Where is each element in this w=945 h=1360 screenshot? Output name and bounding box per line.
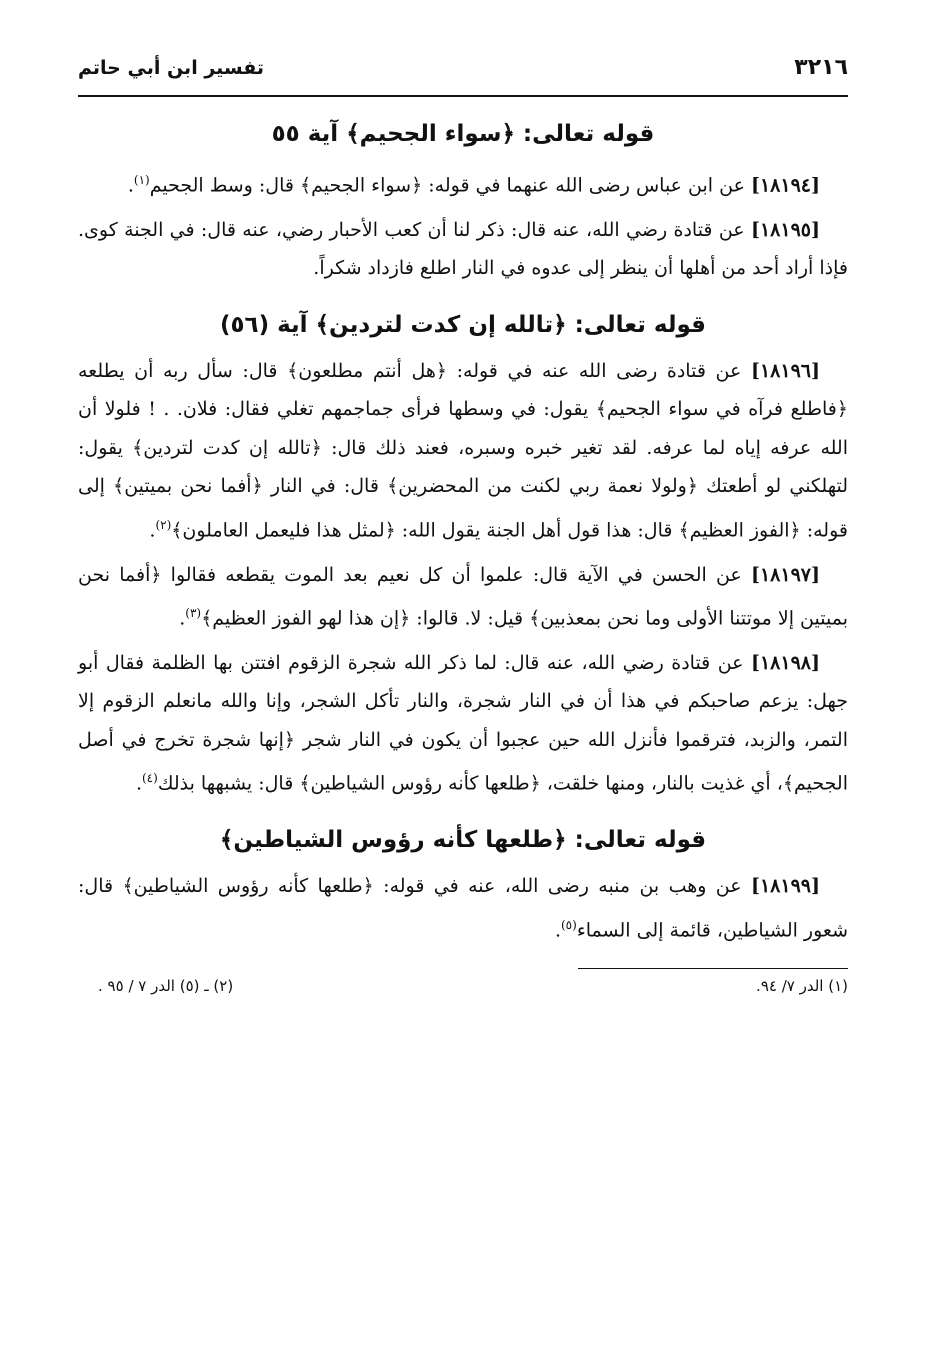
footnote-reference: (٥) [560,917,577,932]
page [78,55,848,995]
narration-number: [١٨١٩٩] [750,875,820,898]
ayah-number: آية (٥٦) [219,311,308,338]
sentence-end: . [554,919,561,942]
page-number: ٣٢١٦ [794,55,848,80]
footnote-reference: (٤) [141,771,158,786]
sentence-end: . [127,174,134,197]
narration-text: عن قتادة رضى الله عنه في قوله: ﴿هل أنتم مطلعون﴾ قال: سأل ربه أن يطلعه ﴿فاطلع فرآه في سواء الجحيم﴾ يقول: في وسطها فرأى جماجمهم تغلي فقال: فلان. . ! فلولا أن الله عرفه إياه لما عرفه. لقد تغير خبره وسبره، فعند ذلك قال: ﴿تالله إن كدت لتردين﴾ يقول: لتهلكني لو أطعتك ﴿ولولا نعمة ربي لكنت من المحضرين﴾ قال: في النار ﴿أفما نحن بميتين﴾ إلى قوله: ﴿الفوز العظيم﴾ قال: هذا قول أهل الجنة يقول الله: ﴿لمثل هذا فليعمل العاملون﴾ [78,359,848,542]
footnote-2-5: (٢) ـ (٥) الدر ٧ / ٩٥ . [98,976,234,995]
narration-text: عن وهب بن منبه رضى الله، عنه في قوله: ﴿طلعها كأنه رؤوس الشياطين﴾ قال: شعور الشياطين، قائمة إلى السماء [78,875,848,942]
narration-paragraph [78,644,848,803]
narration-number: [١٨١٩٦] [750,359,820,382]
section-heading [78,117,848,151]
narration-text: عن الحسن في الآية قال: علموا أن كل نعيم بعد الموت يقطعه فقالوا ﴿أفما نحن بميتين إلا موتتنا الأولى وما نحن بمعذبين﴾ قيل: لا. قالوا: ﴿إن هذا لهو الفوز العظيم﴾ [78,563,848,630]
heading-text: قوله تعالى: ﴿سواء الجحيم﴾ [346,121,655,147]
narration-number: [١٨١٩٧] [750,563,820,586]
section-heading [78,308,848,342]
sentence-end: . [179,607,186,630]
narration-number: [١٨١٩٤] [750,174,820,197]
narration-number: [١٨١٩٨] [750,651,820,674]
running-header [78,55,848,97]
footnote-reference: (١) [133,173,150,187]
narration-paragraph [78,867,848,949]
footnote-1: (١) الدر ٧/ ٩٤. [756,976,848,995]
heading-text: قوله تعالى: ﴿تالله إن كدت لتردين﴾ [315,311,706,338]
narration-text: عن قتادة رضي الله، عنه قال: ذكر لنا أن كعب الأحبار رضي، عنه قال: في الجنة كوى. فإذا أراد أحد من أهلها أن ينظر إلى عدوه في النار اطلع فازداد شكراً. [78,218,848,280]
book-title: تفسير ابن أبي حاتم [78,57,265,79]
sentence-end: . [149,519,156,542]
sentence-end: . [135,772,142,795]
heading-text: قوله تعالى: ﴿طلعها كأنه رؤوس الشياطين﴾ [219,827,707,854]
section-heading [78,823,848,857]
narration-paragraph [78,556,848,638]
footnote-reference: (٣) [185,606,202,621]
narration-text: عن ابن عباس رضى الله عنهما في قوله: ﴿سواء الجحيم﴾ قال: وسط الجحيم [149,174,745,197]
footnote-reference: (٢) [155,517,172,532]
narration-paragraph [78,211,848,288]
footnotes [78,969,848,995]
narration-paragraph [78,352,848,550]
ayah-number: آية ٥٥ [271,121,339,147]
narration-number: [١٨١٩٥] [750,218,820,241]
narration-paragraph [78,161,848,205]
narration-text: عن قتادة رضي الله، عنه قال: لما ذكر الله شجرة الزقوم افتتن بها الظلمة فقال أبو جهل: يزعم صاحبكم في هذا أن في النار شجرة، والنار تأكل الشجر، وإنا والله مانعلم الزقوم إلا التمر، والزبد، فترقموا فأنزل الله حين عجبوا أن يكون في النار شجر ﴿إنها شجرة تخرج في أصل الجحيم﴾، أي غذيت بالنار، ومنها خلقت، ﴿طلعها كأنه رؤوس الشياطين﴾ قال: يشبهها بذلك [78,651,848,795]
page-body [78,117,848,950]
